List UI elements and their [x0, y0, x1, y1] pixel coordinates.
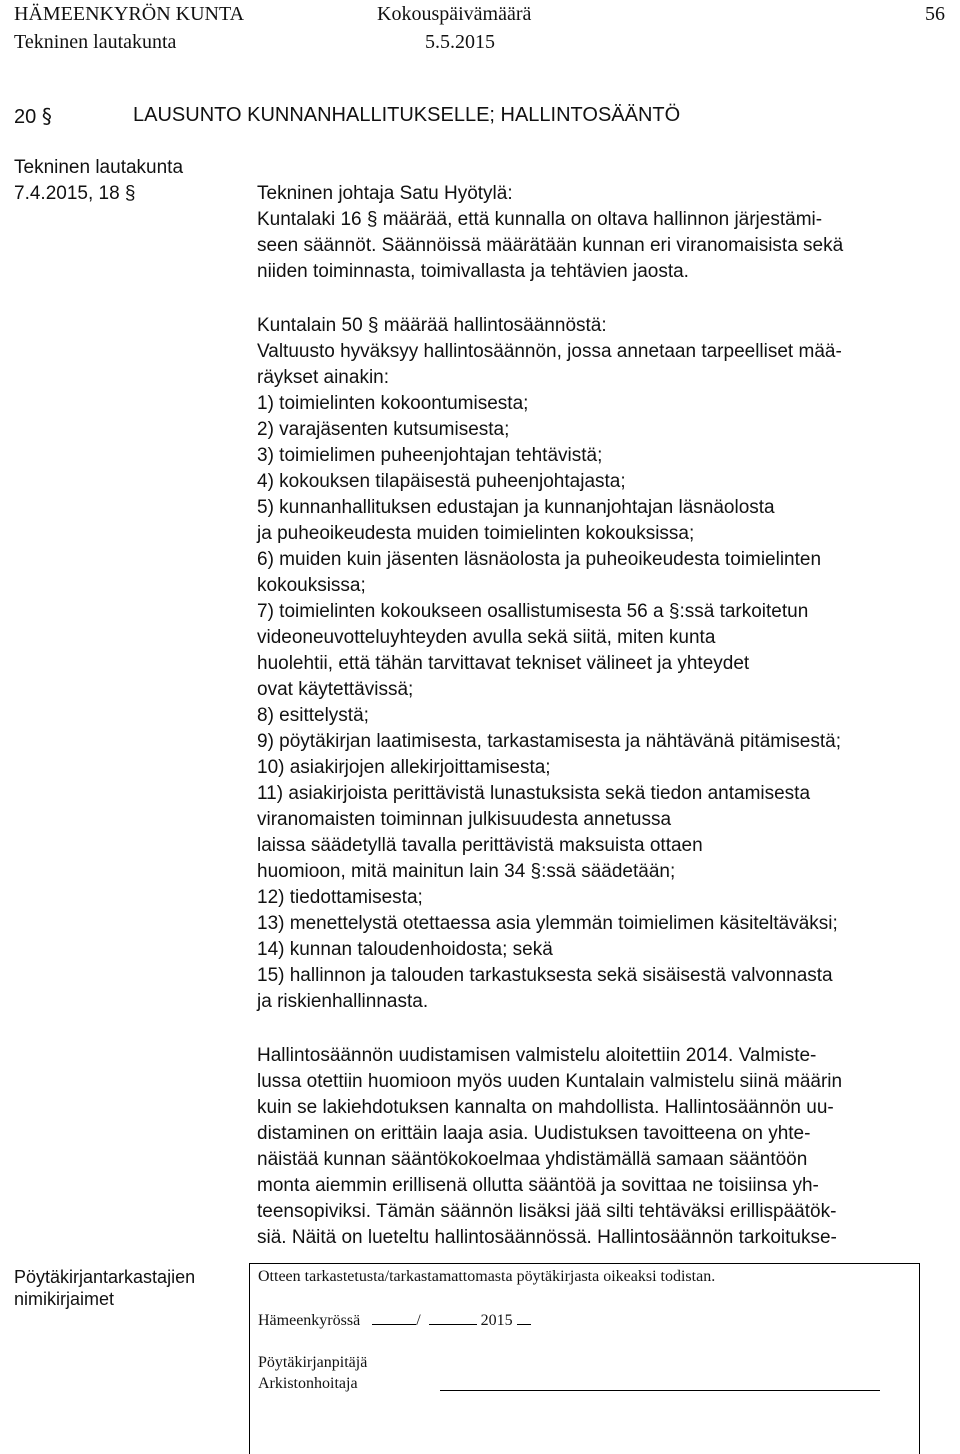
text-line: Valtuusto hyväksyy hallintosäännön, jossa annetaan tarpeelliset mää- [257, 341, 842, 362]
list-item: 10) asiakirjojen allekirjoittamisesta; [257, 757, 551, 778]
list-item: 4) kokouksen tilapäisestä puheenjohtajasta; [257, 471, 626, 492]
year-blank[interactable] [517, 1310, 531, 1325]
certification-text: Otteen tarkastetusta/tarkastamattomasta pöytäkirjasta oikeaksi todistan. [258, 1268, 716, 1285]
item-title: LAUSUNTO KUNNANHALLITUKSELLE; HALLINTOSÄÄNTÖ [133, 104, 681, 126]
meeting-date: 5.5.2015 [425, 31, 495, 53]
board-name: Tekninen lautakunta [14, 31, 177, 53]
list-item: 8) esittelystä; [257, 705, 369, 726]
text-line: distaminen on erittäin laaja asia. Uudistuksen tavoitteena on yhte- [257, 1123, 811, 1144]
text-line: teensopiviksi. Tämän säännön lisäksi jää silti tehtäväksi erillispäätök- [257, 1201, 837, 1222]
footer-initials-label-1: Pöytäkirjantarkastajien [14, 1267, 196, 1287]
list-item: 11) asiakirjoista perittävistä lunastuksista sekä tiedon antamisesta [257, 783, 811, 804]
section-sign: § [41, 104, 52, 128]
list-item: 15) hallinnon ja talouden tarkastuksesta sekä sisäisestä valvonnasta [257, 965, 833, 986]
list-item: 6) muiden kuin jäsenten läsnäolosta ja puheoikeudesta toimielinten [257, 549, 822, 570]
list-item: ovat käytettävissä; [257, 679, 414, 700]
text-line: seen säännöt. Säännöissä määrätään kunnan eri viranomaisista sekä [257, 235, 844, 256]
role-secretary: Pöytäkirjanpitäjä [258, 1354, 368, 1371]
text-line: Kuntalaki 16 § määrää, että kunnalla on oltava hallinnon järjestämi- [257, 209, 823, 230]
list-item: kokouksissa; [257, 575, 366, 596]
text-line: niiden toiminnasta, toimivallasta ja tehtävien jaosta. [257, 261, 689, 282]
list-item: huolehtii, että tähän tarvittavat tekniset välineet ja yhteydet [257, 653, 750, 674]
footer-year: 2015 [480, 1312, 513, 1329]
text-line: räykset ainakin: [257, 367, 390, 388]
footer-initials-label-2: nimikirjaimet [14, 1289, 115, 1309]
list-item: 5) kunnanhallituksen edustajan ja kunnanjohtajan läsnäolosta [257, 497, 775, 518]
list-item: 3) toimielimen puheenjohtajan tehtävistä; [257, 445, 603, 466]
place-name: Hämeenkyrössä [258, 1312, 361, 1329]
list-item: ja riskienhallinnasta. [257, 991, 429, 1012]
list-item: 12) tiedottamisesta; [257, 887, 423, 908]
list-item: viranomaisten toiminnan julkisuudesta annetussa [257, 809, 672, 830]
item-number: 20 § [14, 104, 52, 128]
date-label: Kokouspäivämäärä [377, 3, 532, 25]
history-ref: 7.4.2015, 18 § [14, 183, 136, 204]
signature-line[interactable] [440, 1390, 880, 1391]
list-item: laissa säädetyllä tavalla perittävistä maksuista ottaen [257, 835, 703, 856]
list-item: 13) menettelystä otettaessa asia ylemmän toimielimen käsiteltäväksi; [257, 913, 838, 934]
text-line: lussa otettiin huomioon myös uuden Kuntalain valmistelu siinä määrin [257, 1071, 843, 1092]
place-date-line [258, 1310, 531, 1330]
date-slash: / [416, 1312, 421, 1329]
list-item: ja puheoikeudesta muiden toimielinten kokouksissa; [257, 523, 695, 544]
day-blank[interactable] [372, 1310, 416, 1325]
municipality-name: HÄMEENKYRÖN KUNTA [14, 3, 245, 25]
list-item: videoneuvotteluyhteyden avulla sekä siitä, miten kunta [257, 627, 716, 648]
list-item: huomioon, mitä mainitun lain 34 §:ssä säädetään; [257, 861, 676, 882]
text-line: Tekninen johtaja Satu Hyötylä: [257, 183, 513, 204]
list-item: 2) varajäsenten kutsumisesta; [257, 419, 510, 440]
month-blank[interactable] [429, 1310, 477, 1325]
list-item: 14) kunnan taloudenhoidosta; sekä [257, 939, 553, 960]
page-number: 56 [925, 3, 945, 25]
text-line: monta aiemmin erillisenä ollutta sääntöä ja sovittaa ne toisiinsa yh- [257, 1175, 819, 1196]
list-item: 9) pöytäkirjan laatimisesta, tarkastamisesta ja nähtävänä pitämisestä; [257, 731, 841, 752]
text-line: Kuntalain 50 § määrää hallintosäännöstä: [257, 315, 607, 336]
text-line: Hallintosäännön uudistamisen valmistelu aloitettiin 2014. Valmiste- [257, 1045, 817, 1066]
text-line: kuin se lakiehdotuksen kannalta on mahdollista. Hallintosäännön uu- [257, 1097, 834, 1118]
list-item: 7) toimielinten kokoukseen osallistumisesta 56 a §:ssä tarkoitetun [257, 601, 809, 622]
list-item: 1) toimielinten kokoontumisesta; [257, 393, 529, 414]
text-line: näistää kunnan sääntökokoelmaa yhdistämällä samaan sääntöön [257, 1149, 808, 1170]
history-board: Tekninen lautakunta [14, 157, 184, 178]
text-line: siä. Näitä on lueteltu hallintosäännössä. Hallintosäännön tarkoitukse- [257, 1227, 837, 1248]
role-archivist: Arkistonhoitaja [258, 1375, 358, 1392]
